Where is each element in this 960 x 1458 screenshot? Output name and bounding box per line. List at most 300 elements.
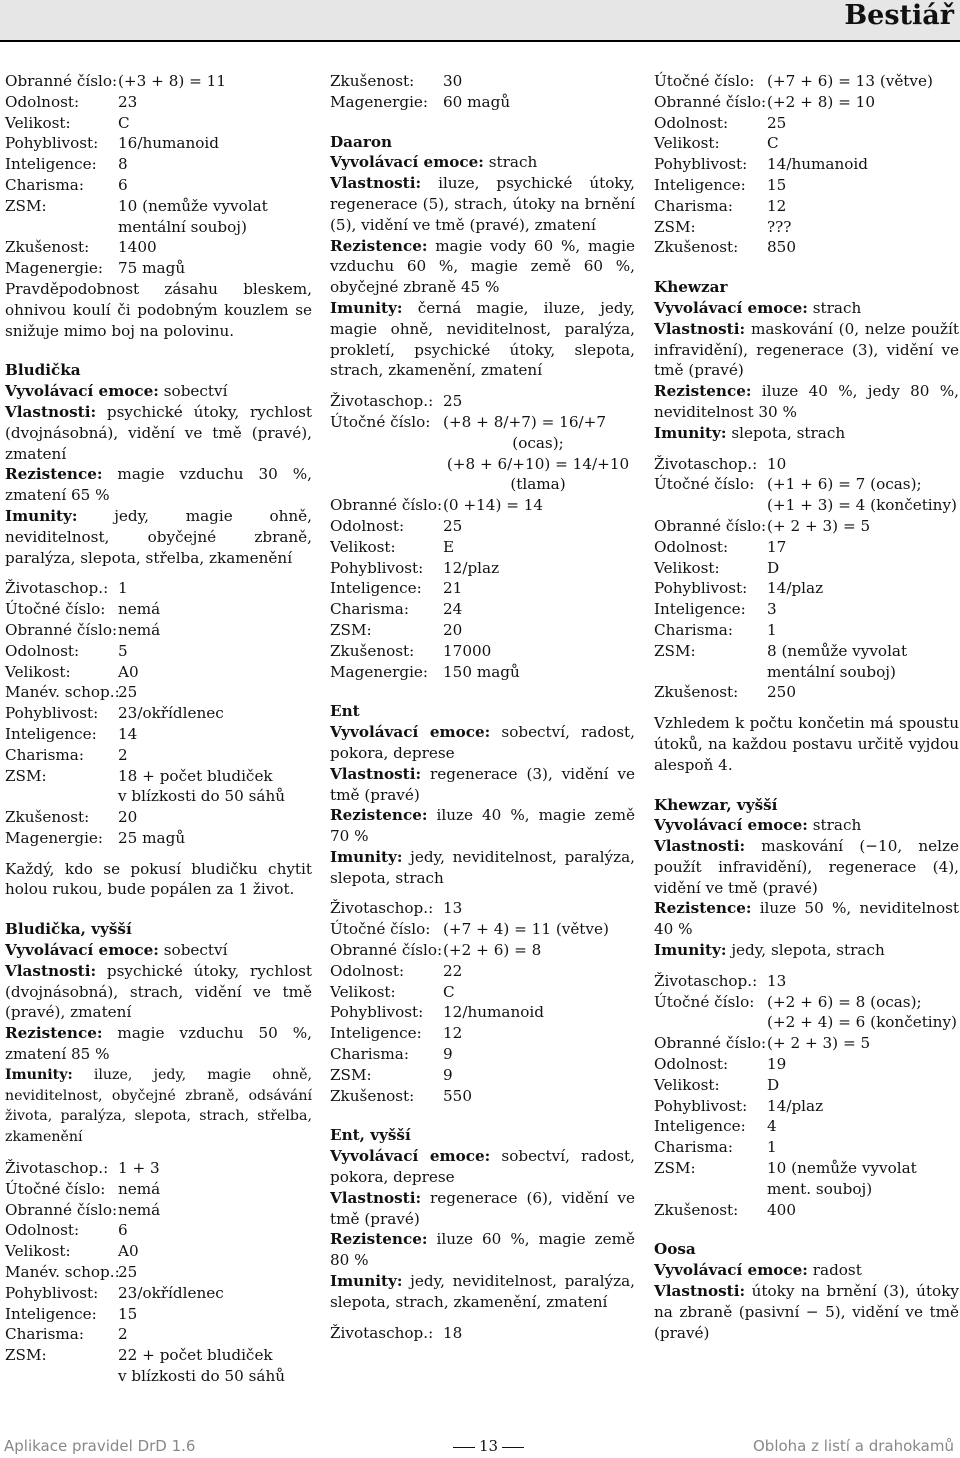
stat-label: Životaschop.: — [654, 971, 758, 990]
stat-value: 1 + 3 — [118, 1159, 160, 1178]
stat-label: Obranné číslo: — [5, 620, 118, 639]
stat-row — [654, 1200, 959, 1221]
stat-label: Zkušenost: — [330, 641, 415, 660]
stat-row — [654, 237, 959, 258]
stat-block — [5, 71, 312, 279]
creature-bludicka — [5, 360, 312, 900]
stat-value: 15 — [767, 175, 787, 194]
stat-label: Pohyblivost: — [5, 1283, 99, 1302]
stat-value: 22 — [443, 961, 463, 980]
stat-row — [654, 662, 959, 683]
stat-value: (+2 + 6) = 8 — [443, 941, 542, 960]
creature-ent-vyssi — [330, 1125, 635, 1343]
stat-label: Charisma: — [5, 1325, 84, 1344]
stat-row — [5, 217, 312, 238]
stat-row — [5, 766, 312, 787]
creature-name: Khewzar, vyšší — [654, 795, 778, 814]
stat-label — [5, 786, 118, 807]
column-1 — [5, 71, 312, 1387]
stat-label: ZSM: — [5, 766, 47, 785]
stat-value: 10 (nemůže vyvolat — [767, 1159, 917, 1178]
stat-value: 15 — [118, 1304, 138, 1323]
emotion-line: Vyvolávací emoce: strach — [654, 816, 862, 835]
stat-label: Obranné číslo: — [330, 941, 443, 960]
stat-label: Zkušenost: — [5, 808, 90, 827]
stat-row — [5, 1158, 312, 1179]
stat-value: 19 — [767, 1055, 787, 1074]
stat-value: (+8 + 8/+7) = 16/+7 — [443, 412, 606, 431]
stat-value: 14 — [118, 724, 138, 743]
stat-value: 6 — [118, 175, 128, 194]
stat-row — [330, 92, 635, 113]
stat-row — [330, 662, 635, 683]
stat-row — [654, 92, 959, 113]
properties-line: Vlastnosti: psychické útoky, rychlost (dvojnásobná), vidění ve tmě (pravé), zmatení — [5, 402, 312, 463]
creature-name: Ent, vyšší — [330, 1126, 411, 1145]
emotion-line: Vyvolávací emoce: sobectví, radost, pokora, deprese — [330, 1147, 635, 1187]
stat-value: 14/plaz — [767, 579, 824, 598]
stat-value: 23 — [118, 92, 138, 111]
stat-label: Obranné číslo: — [654, 516, 767, 535]
stat-label: Magenergie: — [330, 662, 429, 681]
stat-row — [330, 620, 635, 641]
stat-label: Pohyblivost: — [654, 1096, 748, 1115]
stat-row — [654, 1075, 959, 1096]
stat-block — [330, 898, 635, 1106]
stat-row — [5, 1366, 312, 1387]
creature-khewzar-vyssi — [654, 795, 959, 1221]
stat-value: 12 — [767, 196, 787, 215]
stat-label: Velikost: — [330, 537, 396, 556]
stat-row — [5, 828, 312, 849]
stat-row — [5, 1283, 312, 1304]
stat-row — [330, 1044, 635, 1065]
stat-value: A0 — [118, 662, 139, 681]
properties-line: Vlastnosti: regenerace (6), vidění ve tmě (pravé) — [330, 1188, 635, 1228]
stat-value: 16/humanoid — [118, 134, 219, 153]
stat-row — [5, 620, 312, 641]
stat-row — [654, 196, 959, 217]
stat-label: Odolnost: — [5, 641, 80, 660]
stat-value: (+7 + 4) = 11 (větve) — [443, 920, 609, 939]
creature-name: Bludička, vyšší — [5, 920, 132, 939]
stat-row — [330, 1023, 635, 1044]
stat-label: Charisma: — [330, 600, 409, 619]
stat-label — [654, 662, 767, 683]
stat-row — [330, 940, 635, 961]
resistance-line: Rezistence: iluze 50 %, neviditelnost 40 % — [654, 899, 959, 939]
stat-value: (+1 + 3) = 4 (končetiny) — [767, 496, 957, 515]
stat-value: 23/okřídlenec — [118, 1283, 224, 1302]
immunity-line: Imunity: černá magie, iluze, jedy, magie ohně, neviditelnost, paralýza, prokletí, psychické útoky, slepota, strach, zkamenění, zmatení — [330, 298, 636, 380]
stat-value: nemá — [118, 1179, 161, 1198]
stat-label: Charisma: — [5, 745, 84, 764]
stat-label — [5, 217, 118, 238]
stat-label — [5, 1366, 118, 1387]
stat-label: Odolnost: — [654, 1055, 729, 1074]
stat-label: Zkušenost: — [654, 683, 739, 702]
resistance-line: Rezistence: iluze 40 %, magie země 70 % — [330, 806, 635, 846]
stat-label: Odolnost: — [5, 1221, 80, 1240]
stat-row — [330, 982, 635, 1003]
stat-row — [654, 1054, 959, 1075]
immunity-line: Imunity: jedy, neviditelnost, paralýza, slepota, strach — [330, 847, 636, 887]
creature-name: Ent — [330, 702, 360, 721]
stat-label: Velikost: — [5, 113, 71, 132]
stat-value: 1 — [767, 620, 777, 639]
stat-value: (+3 + 8) = 11 — [118, 72, 226, 90]
stat-row — [654, 620, 959, 641]
stat-value: 20 — [443, 620, 463, 639]
immunity-line: Imunity: slepota, strach — [654, 423, 846, 442]
stat-label: Velikost: — [330, 982, 396, 1001]
stat-value: nemá — [118, 1200, 161, 1219]
stat-row — [330, 1002, 635, 1023]
emotion-line: Vyvolávací emoce: strach — [330, 153, 538, 172]
stat-label: Velikost: — [5, 1242, 71, 1261]
page-number: 13 — [449, 1437, 528, 1455]
stat-row — [654, 495, 959, 516]
stat-label: Inteligence: — [330, 579, 422, 598]
stat-value: (+7 + 6) = 13 (větve) — [767, 72, 933, 90]
stat-row — [330, 412, 635, 433]
stat-value: ment. souboj) — [767, 1179, 873, 1198]
stat-label: Obranné číslo: — [654, 1034, 767, 1053]
stat-value: (+2 + 8) = 10 — [767, 92, 875, 111]
stat-value: 9 — [443, 1065, 453, 1084]
stat-label: Zkušenost: — [654, 1200, 739, 1219]
stat-value: mentální souboj) — [767, 662, 896, 681]
stat-row — [654, 537, 959, 558]
stat-value: A0 — [118, 1242, 139, 1261]
stat-value: E — [443, 537, 455, 556]
stat-value: 3 — [767, 600, 777, 619]
stat-row — [330, 474, 635, 495]
stat-value: nemá — [118, 600, 161, 619]
stat-label: Inteligence: — [654, 600, 746, 619]
stat-label: Útočné číslo: — [654, 992, 755, 1011]
stat-value: 25 — [443, 392, 463, 411]
properties-line: Vlastnosti: iluze, psychické útoky, regenerace (5), strach, útoky na brnění (5), vidění ve tmě (pravé), zmatení — [330, 174, 635, 234]
stat-row — [654, 1012, 959, 1033]
stat-value: 13 — [443, 899, 463, 918]
stat-row — [5, 237, 312, 258]
stat-value: 14/humanoid — [767, 155, 868, 174]
stat-label: Životaschop.: — [330, 899, 434, 918]
stat-label: Magenergie: — [5, 828, 104, 847]
stat-value: 1400 — [118, 238, 157, 257]
creature-bludicka-vyssi — [5, 919, 312, 1387]
stat-label: Útočné číslo: — [330, 412, 431, 431]
stat-row — [330, 495, 635, 516]
stat-label: Magenergie: — [330, 92, 429, 111]
stat-row — [5, 1241, 312, 1262]
stat-value: 25 — [443, 516, 463, 535]
stat-value: 2 — [118, 745, 128, 764]
footer-left: Aplikace pravidel DrD 1.6 — [4, 1437, 196, 1455]
stat-label: Životaschop.: — [654, 454, 758, 473]
stat-label — [654, 495, 767, 516]
stat-row — [654, 1033, 959, 1054]
stat-row — [5, 1324, 312, 1345]
stat-row — [5, 599, 312, 620]
emotion-line: Vyvolávací emoce: radost — [654, 1261, 862, 1280]
stat-label: Velikost: — [5, 662, 71, 681]
stat-row — [5, 71, 312, 92]
stat-label: Magenergie: — [5, 259, 104, 278]
stat-value: (+2 + 6) = 8 (ocas); — [767, 992, 922, 1011]
stat-value: C — [443, 982, 455, 1001]
stat-value: 850 — [767, 238, 796, 257]
stat-label: Útočné číslo: — [654, 72, 755, 90]
creature-name: Khewzar — [654, 278, 728, 297]
stat-value: 12/humanoid — [443, 1003, 544, 1022]
stat-value: 14/plaz — [767, 1096, 824, 1115]
creature-name: Bludička — [5, 361, 81, 380]
stat-row — [5, 196, 312, 217]
stat-row — [5, 745, 312, 766]
stat-label — [330, 474, 443, 495]
stat-row — [5, 1345, 312, 1366]
stat-label: Obranné číslo: — [654, 92, 767, 111]
stat-row — [5, 807, 312, 828]
stat-label: ZSM: — [5, 196, 47, 215]
stat-value: (+8 + 6/+10) = 14/+10 — [446, 454, 630, 473]
stat-label: Obranné číslo: — [5, 1200, 118, 1219]
stat-row — [654, 992, 959, 1013]
stat-value: 25 — [118, 1263, 138, 1282]
stat-value: 24 — [443, 600, 463, 619]
stat-value: 17 — [767, 537, 787, 556]
stat-block — [330, 71, 635, 113]
stat-row — [654, 558, 959, 579]
stat-value: 1 — [767, 1138, 777, 1157]
stat-value: 4 — [767, 1117, 777, 1136]
stat-row — [330, 516, 635, 537]
stat-row — [654, 1179, 959, 1200]
stat-label: Životaschop.: — [330, 392, 434, 411]
stat-value: D — [767, 558, 780, 577]
creature-name: Daaron — [330, 132, 393, 151]
creature-name: Oosa — [654, 1240, 696, 1259]
stat-block — [5, 578, 312, 848]
stat-label: Útočné číslo: — [5, 600, 106, 619]
stat-value: 20 — [118, 808, 138, 827]
stat-value: C — [118, 113, 130, 132]
stat-value: 13 — [767, 971, 787, 990]
stat-row — [5, 258, 312, 279]
stat-label: Pohyblivost: — [330, 558, 424, 577]
stat-value: 250 — [767, 683, 796, 702]
stat-value: 25 — [118, 683, 138, 702]
stat-row — [5, 724, 312, 745]
stat-value: 25 magů — [118, 828, 186, 847]
stat-label: Odolnost: — [330, 516, 405, 535]
stat-label: Charisma: — [5, 175, 84, 194]
emotion-line: Vyvolávací emoce: strach — [654, 298, 862, 317]
stat-value: 2 — [118, 1325, 128, 1344]
stat-value: nemá — [118, 620, 161, 639]
stat-value: (ocas); — [512, 433, 564, 452]
stat-label: Charisma: — [654, 620, 733, 639]
stat-value: (tlama) — [510, 475, 566, 494]
stat-label: Velikost: — [654, 1075, 720, 1094]
stat-label — [330, 433, 443, 454]
stat-label: Charisma: — [654, 196, 733, 215]
stat-label: Charisma: — [330, 1045, 409, 1064]
stat-value: (+2 + 4) = 6 (končetiny) — [767, 1013, 957, 1032]
stat-value: 23/okřídlenec — [118, 704, 224, 723]
stat-value: 25 — [767, 113, 787, 132]
stat-value: ??? — [767, 217, 792, 236]
stat-label: Odolnost: — [5, 92, 80, 111]
stat-row — [5, 113, 312, 134]
stat-label: Inteligence: — [654, 1117, 746, 1136]
stat-row — [5, 703, 312, 724]
stat-row — [654, 1158, 959, 1179]
note: Vzhledem k počtu končetin má spoustu útoků, na každou postavu určitě vyjdou alespoň 4. — [654, 714, 959, 774]
stat-row — [654, 1096, 959, 1117]
stat-value: 10 (nemůže vyvolat — [118, 196, 268, 215]
stat-value: (0 +14) = 14 — [443, 496, 544, 515]
stat-row — [5, 175, 312, 196]
stat-row — [654, 578, 959, 599]
stat-value: 150 magů — [443, 662, 520, 681]
emotion-line: Vyvolávací emoce: sobectví — [5, 382, 228, 401]
note: Každý, kdo se pokusí bludičku chytit holou rukou, bude popálen za 1 život. — [5, 859, 312, 899]
stat-label: Zkušenost: — [5, 238, 90, 257]
stat-row — [654, 133, 959, 154]
resistance-line: Rezistence: magie vzduchu 50 %, zmatení 85 % — [5, 1024, 313, 1064]
stat-label: Životaschop.: — [330, 1323, 434, 1342]
stat-value: 8 (nemůže vyvolat — [767, 641, 908, 660]
stat-label: Charisma: — [654, 1138, 733, 1157]
column-2 — [330, 71, 635, 1343]
stat-value: (+1 + 6) = 7 (ocas); — [767, 475, 922, 494]
stat-row — [654, 1116, 959, 1137]
stat-row — [5, 1220, 312, 1241]
stat-value: D — [767, 1075, 780, 1094]
stat-label: Zkušenost: — [330, 1086, 415, 1105]
stat-block — [330, 495, 635, 682]
stat-value: 8 — [118, 155, 128, 174]
stat-label: Velikost: — [654, 558, 720, 577]
stat-row — [654, 971, 959, 992]
stat-row — [330, 641, 635, 662]
stat-label: Manév. schop.: — [5, 1263, 120, 1282]
emotion-line: Vyvolávací emoce: sobectví — [5, 941, 228, 960]
stat-row — [654, 474, 959, 495]
stat-row — [5, 578, 312, 599]
stat-value: C — [767, 134, 779, 153]
stat-label: Inteligence: — [5, 1304, 97, 1323]
stat-value: 1 — [118, 579, 128, 598]
stat-value: (+ 2 + 3) = 5 — [767, 516, 871, 535]
stat-row — [330, 391, 635, 412]
stat-label: Pohyblivost: — [5, 704, 99, 723]
stat-row — [5, 154, 312, 175]
stat-row — [654, 154, 959, 175]
stat-value: 12 — [443, 1024, 463, 1043]
stat-block — [330, 391, 635, 495]
properties-line: Vlastnosti: psychické útoky, rychlost (dvojnásobná), strach, vidění ve tmě (pravé), zmatení — [5, 961, 312, 1022]
stat-row — [330, 558, 635, 579]
stat-row — [654, 454, 959, 475]
stat-label — [654, 1179, 767, 1200]
stat-value: 17000 — [443, 641, 492, 660]
resistance-line: Rezistence: magie vody 60 %, magie vzduchu 60 %, magie země 60 %, obyčejné zbraně 45 % — [330, 236, 636, 297]
stat-row — [654, 113, 959, 134]
stat-label — [654, 1012, 767, 1033]
stat-label: Životaschop.: — [5, 1159, 109, 1178]
stat-value: 60 magů — [443, 92, 511, 111]
stat-row — [654, 217, 959, 238]
stat-row — [330, 961, 635, 982]
stat-label: Pohyblivost: — [330, 1003, 424, 1022]
stat-label: Životaschop.: — [5, 579, 109, 598]
stat-row — [5, 682, 312, 703]
stat-label: ZSM: — [5, 1346, 47, 1365]
stat-label: Odolnost: — [654, 537, 729, 556]
stat-row — [654, 599, 959, 620]
stat-value: 400 — [767, 1200, 796, 1219]
stat-value: (+ 2 + 3) = 5 — [767, 1034, 871, 1053]
stat-row — [330, 537, 635, 558]
stat-value: mentální souboj) — [118, 217, 247, 236]
stat-label: Pohyblivost: — [654, 579, 748, 598]
resistance-line: Rezistence: iluze 40 %, jedy 80 %, neviditelnost 30 % — [654, 382, 959, 421]
stat-label: ZSM: — [654, 641, 696, 660]
stat-label: Útočné číslo: — [330, 920, 431, 939]
stat-row — [5, 1262, 312, 1283]
stat-row — [330, 1086, 635, 1107]
stat-row — [654, 71, 959, 92]
stat-row — [5, 1179, 312, 1200]
properties-line: Vlastnosti: regenerace (3), vidění ve tmě (pravé) — [330, 764, 635, 804]
stat-value: 18 + počet bludiček — [118, 766, 273, 785]
creature-khewzar — [654, 277, 959, 775]
stat-row — [5, 92, 312, 113]
stat-label: Útočné číslo: — [654, 475, 755, 494]
stat-label: Zkušenost: — [330, 72, 415, 90]
stat-value: 9 — [443, 1045, 453, 1064]
stat-block — [654, 71, 959, 258]
stat-value: 10 — [767, 454, 787, 473]
stat-label: Útočné číslo: — [5, 1179, 106, 1198]
stat-row — [330, 919, 635, 940]
stat-row — [654, 682, 959, 703]
resistance-line: Rezistence: magie vzduchu 30 %, zmatení 65 % — [5, 465, 313, 505]
stat-label: ZSM: — [654, 217, 696, 236]
emotion-line: Vyvolávací emoce: sobectví, radost, pokora, deprese — [330, 723, 635, 762]
page-header-title: Bestiář — [844, 0, 954, 31]
stat-row — [5, 662, 312, 683]
stat-row — [5, 641, 312, 662]
stat-label: Odolnost: — [330, 961, 405, 980]
stat-label: Inteligence: — [5, 155, 97, 174]
properties-line: Vlastnosti: maskování (−10, nelze použít infravidění), regenerace (4), vidění ve tmě (pravé) — [654, 837, 960, 897]
immunity-line: Imunity: jedy, magie ohně, neviditelnost, obyčejné zbraně, paralýza, slepota, střelba, zkamenění — [5, 506, 312, 567]
stat-row — [330, 454, 635, 475]
stat-row — [330, 599, 635, 620]
stat-value: 22 + počet bludiček — [118, 1346, 273, 1365]
stat-row — [330, 1065, 635, 1086]
stat-value: v blízkosti do 50 sáhů — [118, 787, 286, 806]
creature-ent — [330, 701, 635, 1106]
stat-label — [330, 454, 443, 475]
stat-value: 5 — [118, 641, 128, 660]
stat-row — [654, 1137, 959, 1158]
